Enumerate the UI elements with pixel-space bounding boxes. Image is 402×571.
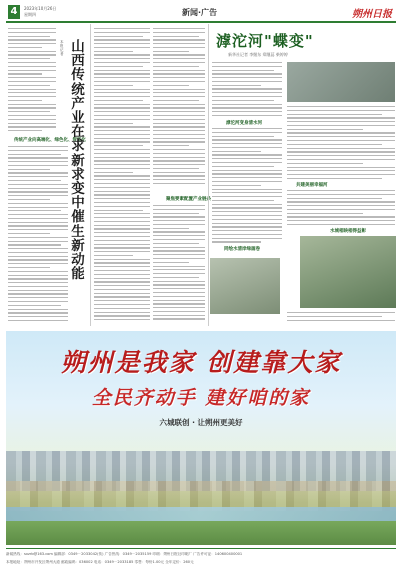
footer-info-line: 本报地址：朔州市开发区朔州大道 邮政编码：036002 电话：0349－2033185 零售：每份1.00元 全年定价：260元	[6, 560, 194, 564]
article-subhead: 滹沱河变身清水河	[226, 121, 262, 126]
column-divider	[208, 24, 209, 326]
issue-weekday: 星期四	[24, 12, 36, 17]
article-text-column	[153, 205, 205, 322]
banner-slogan-line2: 全民齐动手 建好咱的家	[91, 387, 311, 409]
article-subhead: 同绘水清岸绿画卷	[224, 247, 260, 252]
article-subhead: 水城相映相得益彰	[330, 229, 366, 234]
column-divider	[90, 24, 91, 326]
header-rule	[6, 21, 396, 23]
page-header	[6, 4, 396, 22]
civic-banner-ad	[6, 331, 396, 545]
article-text-column	[8, 28, 56, 134]
article-text-column	[287, 312, 395, 323]
article-text-column	[94, 28, 150, 323]
river-photo	[287, 62, 395, 102]
banner-slogan-line3: 六城联创 · 让朔州更美好	[159, 418, 243, 427]
left-article-title: 山西传统产业在求新求变中催生新动能	[71, 39, 85, 283]
issue-date: 2023年10月26日	[24, 6, 57, 11]
article-subhead: 传统产业向高端化、绿色化、智能化	[14, 138, 86, 143]
left-article-byline: 本报记者	[60, 40, 64, 56]
right-article-byline: 新华社记者 李继东 郑继蕊 柴婷婷	[228, 52, 288, 57]
article-text-column	[8, 146, 68, 324]
right-article-title: 滹沱河"蝶变"	[216, 32, 314, 50]
article-subhead: 共建美丽幸福河	[296, 183, 328, 188]
river-band	[6, 507, 396, 521]
section-title: 新闻·广告	[182, 8, 218, 17]
banner-slogan-line1: 朔州是我家 创建靠大家	[60, 348, 342, 377]
newspaper-logo: 朔州日报	[352, 9, 392, 20]
footer-rule	[6, 548, 396, 549]
page-number: 4	[8, 5, 20, 19]
city-photo	[300, 236, 396, 308]
footer-info-line: 新闻热线：sxzrb@163.com 编辑部：0349－2033042(传) 广告热线：0349－2035159 印刷：朔州日报社印刷厂 广告许可证：140600400001	[6, 552, 243, 556]
article-text-column	[287, 106, 395, 182]
article-text-column	[153, 28, 205, 187]
article-text-column	[212, 128, 282, 245]
article-subhead: 聚焦要素配置产业链条	[166, 197, 211, 202]
river-photo	[210, 258, 280, 314]
article-text-column	[212, 62, 282, 119]
park-greenery	[6, 521, 396, 545]
article-text-column	[287, 190, 395, 228]
